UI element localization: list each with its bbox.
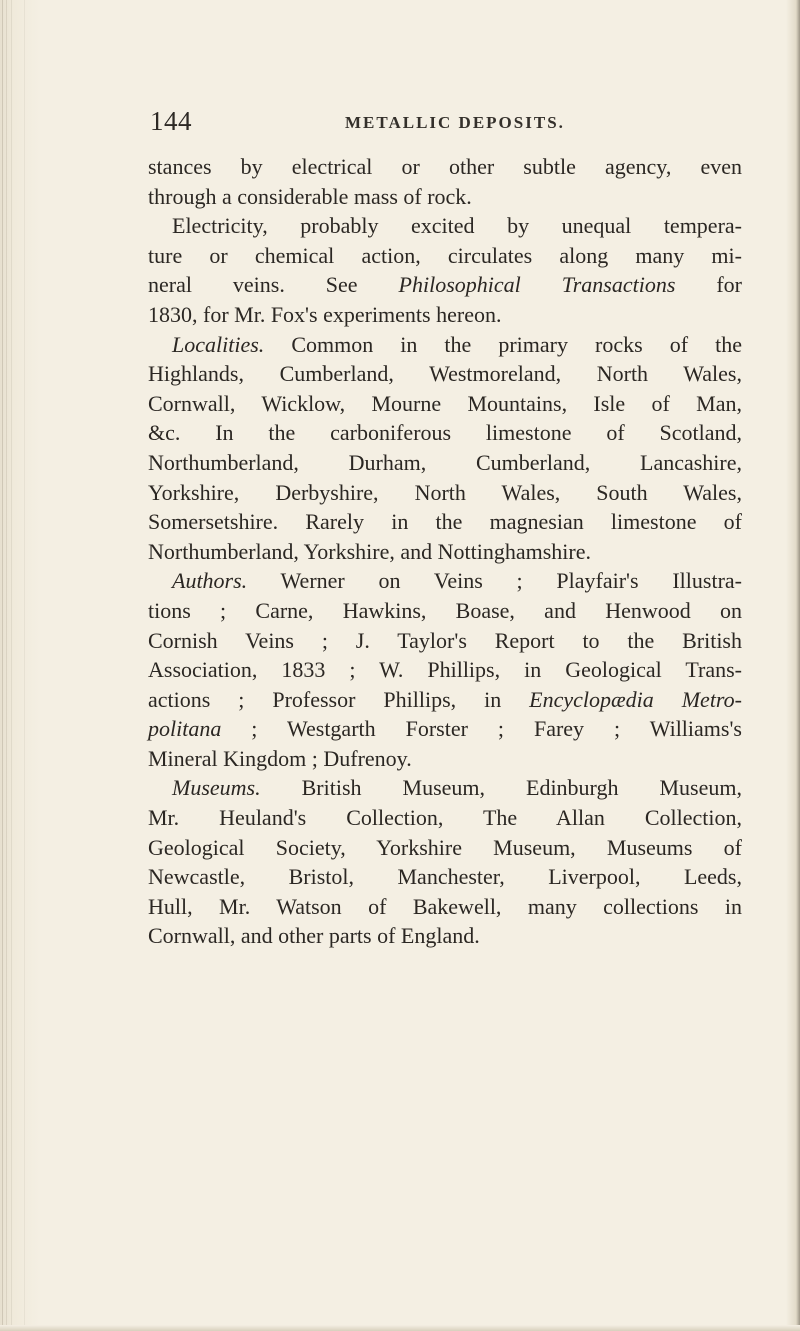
text-line — [148, 773, 742, 803]
text-segment: Cornish Veins ; J. Taylor's Report to the British — [148, 627, 742, 653]
italic-text: Localities. — [172, 331, 265, 357]
text-line — [148, 182, 742, 212]
text-segment: Cornwall, Wicklow, Mourne Mountains, Isle of Man, — [148, 390, 742, 416]
paragraph — [148, 773, 742, 951]
text-line — [148, 537, 742, 567]
text-line — [148, 359, 742, 389]
page-right-edge — [786, 0, 800, 1331]
text-line — [148, 507, 742, 537]
text-segment: Association, 1833 ; W. Phillips, in Geological Trans- — [148, 657, 742, 683]
text-segment: Common in the primary rocks of the — [264, 331, 742, 357]
text-line — [148, 744, 742, 774]
text-segment: for — [675, 272, 742, 298]
text-line — [148, 448, 742, 478]
italic-text: Encyclopædia Metro- — [529, 686, 742, 712]
text-line — [148, 862, 742, 892]
paragraph — [148, 566, 742, 773]
paragraph — [148, 211, 742, 329]
binding-crease — [2, 0, 3, 1331]
text-line — [148, 152, 742, 182]
text-line — [148, 389, 742, 419]
text-segment: Cornwall, and other parts of England. — [148, 923, 480, 949]
text-segment: Somersetshire. Rarely in the magnesian limestone of — [148, 509, 742, 535]
text-line — [148, 566, 742, 596]
running-head: METALLIC DEPOSITS. — [345, 113, 565, 132]
text-line — [148, 270, 742, 300]
text-line — [148, 211, 742, 241]
text-segment: neral veins. See — [148, 272, 399, 298]
paragraph — [148, 330, 742, 567]
text-segment: Geological Society, Yorkshire Museum, Museums of — [148, 834, 742, 860]
text-segment: &c. In the carboniferous limestone of Scotland, — [148, 420, 742, 446]
page-bottom-edge — [0, 1325, 800, 1331]
text-line — [148, 418, 742, 448]
text-line — [148, 626, 742, 656]
text-segment: tions ; Carne, Hawkins, Boase, and Henwood on — [148, 597, 742, 623]
body-text — [148, 152, 742, 951]
text-segment: Mr. Heuland's Collection, The Allan Collection, — [148, 805, 742, 831]
paragraph — [148, 152, 742, 211]
text-segment: Highlands, Cumberland, Westmoreland, North Wales, — [148, 361, 742, 387]
text-segment: ture or chemical action, circulates along many mi- — [148, 242, 742, 268]
text-segment: actions ; Professor Phillips, in — [148, 686, 530, 712]
text-line — [148, 685, 742, 715]
text-segment: through a considerable mass of rock. — [148, 183, 472, 209]
page-header — [150, 102, 740, 142]
text-segment: Yorkshire, Derbyshire, North Wales, South Wales, — [148, 479, 742, 505]
text-segment: Mineral Kingdom ; Dufrenoy. — [148, 745, 412, 771]
binding-crease — [11, 0, 12, 1331]
binding-crease — [6, 0, 7, 1331]
italic-text: politana — [148, 716, 222, 742]
text-segment: 1830, for Mr. Fox's experiments hereon. — [148, 301, 502, 327]
text-segment: Electricity, probably excited by unequal tempera- — [172, 213, 742, 239]
text-line — [148, 892, 742, 922]
binding-crease — [24, 0, 25, 1331]
text-segment: British Museum, Edinburgh Museum, — [260, 775, 742, 801]
text-segment: Newcastle, Bristol, Manchester, Liverpool, Leeds, — [148, 864, 742, 890]
text-segment: Northumberland, Yorkshire, and Nottinghamshire. — [148, 538, 591, 564]
text-line — [148, 596, 742, 626]
text-line — [148, 655, 742, 685]
page-number: 144 — [150, 106, 192, 136]
text-segment: Werner on Veins ; Playfair's Illustra- — [247, 568, 742, 594]
text-line — [148, 833, 742, 863]
text-segment: Northumberland, Durham, Cumberland, Lancashire, — [148, 449, 742, 475]
italic-text: Authors. — [172, 568, 248, 594]
italic-text: Museums. — [172, 775, 261, 801]
text-segment: ; Westgarth Forster ; Farey ; Williams's — [221, 716, 742, 742]
text-segment: Hull, Mr. Watson of Bakewell, many collections in — [148, 893, 742, 919]
text-segment: stances by electrical or other subtle agency, even — [148, 154, 742, 179]
text-line — [148, 803, 742, 833]
italic-text: Philosophical Transactions — [398, 272, 676, 298]
text-line — [148, 921, 742, 951]
text-line — [148, 714, 742, 744]
text-line — [148, 478, 742, 508]
text-line — [148, 330, 742, 360]
text-line — [148, 241, 742, 271]
text-line — [148, 300, 742, 330]
page-binding-edge — [0, 0, 40, 1331]
